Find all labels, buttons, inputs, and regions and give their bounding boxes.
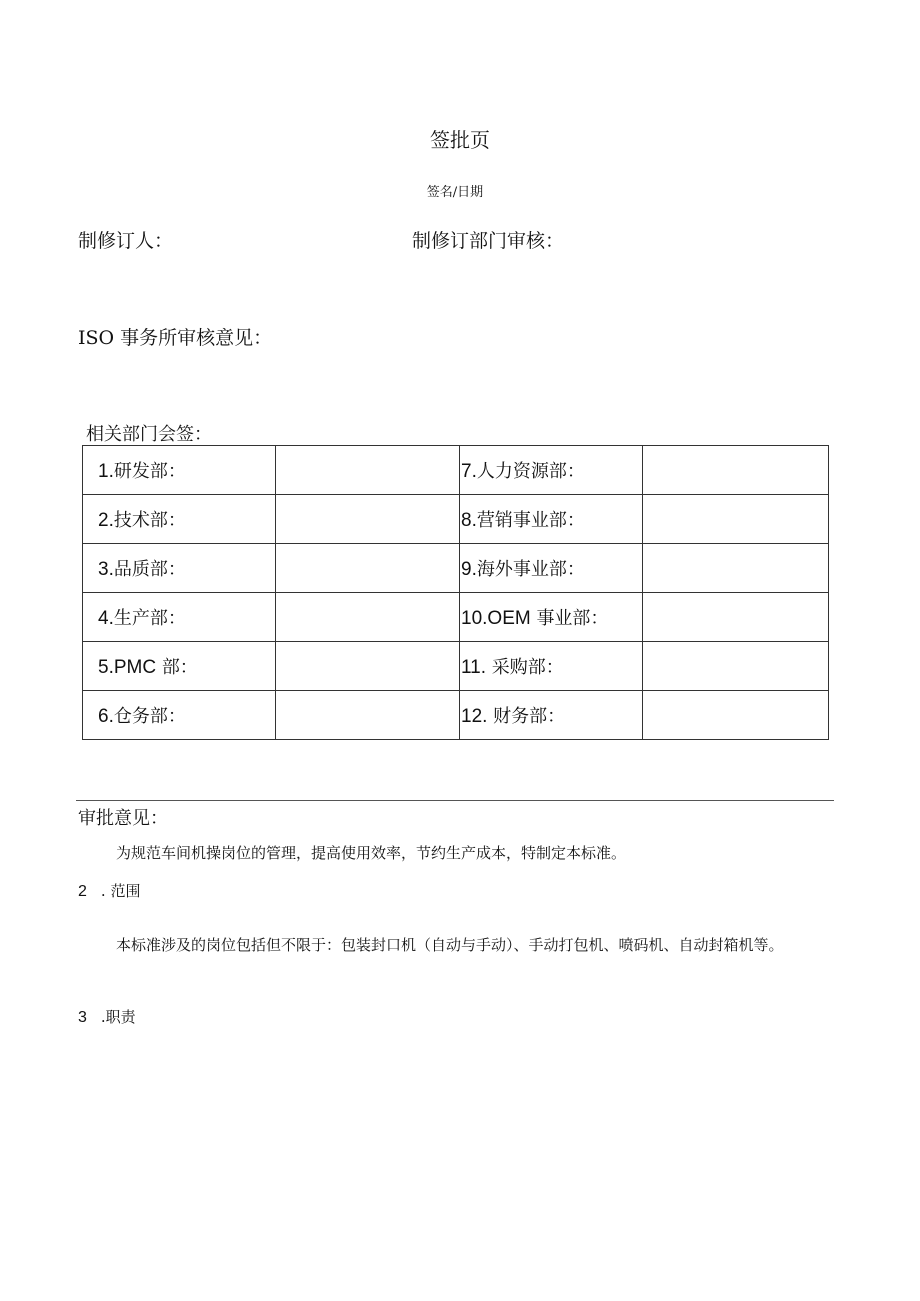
department-number: 9.	[461, 559, 477, 580]
iso-review-label: ISO 事务所审核意见：	[78, 327, 273, 349]
signature-cell[interactable]	[276, 691, 460, 740]
department-label-cell	[460, 691, 643, 740]
department-number: 1.	[98, 461, 114, 482]
department-name: 研发部：	[113, 461, 186, 482]
department-name: 财务部：	[493, 706, 566, 727]
signature-cell[interactable]	[643, 544, 829, 593]
countersign-label: 相关部门会签：	[86, 424, 212, 445]
signature-cell[interactable]	[276, 642, 460, 691]
approval-opinion-label: 审批意见：	[78, 808, 168, 829]
department-name: 海外事业部：	[476, 559, 585, 580]
countersign-table	[82, 445, 829, 740]
department-name: 事业部：	[536, 608, 609, 629]
signature-cell[interactable]	[276, 593, 460, 642]
department-label-cell	[460, 593, 643, 642]
department-number: 4.	[98, 608, 114, 629]
department-name: 品质部：	[113, 559, 186, 580]
department-number: 8.	[461, 510, 477, 531]
department-name: 技术部：	[113, 510, 186, 531]
department-number: 6.	[98, 706, 114, 727]
table-row	[83, 593, 829, 642]
department-label-cell	[83, 446, 276, 495]
department-number: 2.	[98, 510, 114, 531]
department-label-cell	[460, 642, 643, 691]
department-number: 12.	[461, 706, 488, 727]
department-label-cell	[83, 495, 276, 544]
section-title: .职责	[100, 1008, 136, 1026]
department-name: 仓务部：	[113, 706, 186, 727]
section-number: 2	[78, 883, 87, 900]
department-review-label: 制修订部门审核：	[412, 230, 565, 252]
scope-paragraph: 本标准涉及的岗位包括但不限于：包装封口机（自动与手动）、手动打包机、喷码机、自动封箱机等。	[116, 936, 784, 954]
department-name: 营销事业部：	[476, 510, 585, 531]
signature-cell[interactable]	[276, 544, 460, 593]
department-number: 5.PMC	[98, 657, 157, 678]
department-name: 部：	[161, 657, 198, 678]
table-row	[83, 642, 829, 691]
table-row	[83, 495, 829, 544]
department-label-cell	[83, 691, 276, 740]
signature-cell[interactable]	[643, 691, 829, 740]
department-number: 11.	[461, 657, 487, 678]
table-row	[83, 446, 829, 495]
page-title: 签批页	[430, 128, 490, 152]
table-row	[83, 544, 829, 593]
department-name: 生产部：	[113, 608, 186, 629]
department-number: 3.	[98, 559, 114, 580]
signature-cell[interactable]	[276, 446, 460, 495]
department-label-cell	[83, 642, 276, 691]
section-heading-responsibilities	[78, 1006, 136, 1027]
horizontal-divider	[76, 800, 834, 801]
section-number: 3	[78, 1009, 87, 1026]
purpose-paragraph: 为规范车间机操岗位的管理，提高使用效率，节约生产成本，特制定本标准。	[116, 844, 627, 862]
department-number: 7.	[461, 461, 477, 482]
department-label-cell	[83, 593, 276, 642]
reviser-label: 制修订人：	[78, 230, 174, 252]
signature-cell[interactable]	[276, 495, 460, 544]
signature-date-caption: 签名/日期	[426, 185, 484, 200]
signature-cell[interactable]	[643, 446, 829, 495]
department-name: 采购部：	[491, 657, 564, 678]
signature-cell[interactable]	[643, 495, 829, 544]
department-number: 10.OEM	[461, 608, 531, 629]
section-title: . 范围	[100, 882, 141, 900]
department-label-cell	[83, 544, 276, 593]
section-heading-scope	[78, 880, 140, 901]
department-name: 人力资源部：	[476, 461, 585, 482]
signature-cell[interactable]	[643, 642, 829, 691]
signature-cell[interactable]	[643, 593, 829, 642]
table-row	[83, 691, 829, 740]
department-label-cell	[460, 495, 643, 544]
department-label-cell	[460, 446, 643, 495]
department-label-cell	[460, 544, 643, 593]
